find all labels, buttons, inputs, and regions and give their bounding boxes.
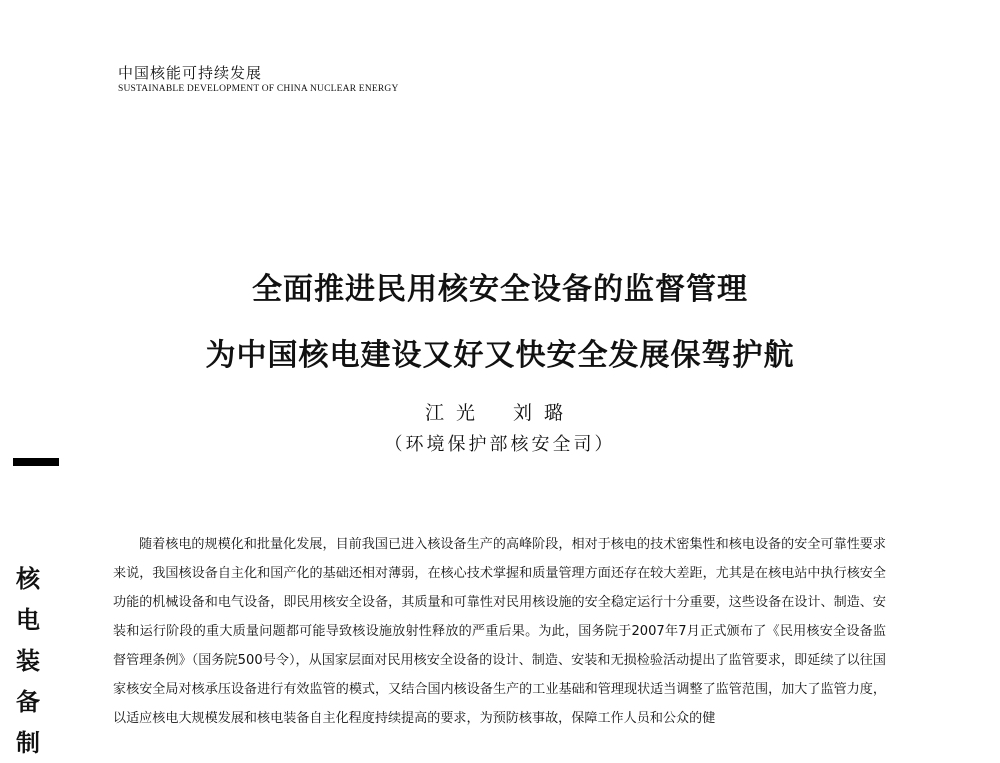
section-side-label: [16, 558, 56, 763]
side-label-char: 装: [16, 646, 40, 675]
side-label-char: 备: [16, 687, 40, 716]
author-name: 刘璐: [513, 402, 576, 424]
author-name: 江光: [424, 402, 487, 424]
article-title-line-1: 全面推进民用核安全设备的监督管理: [252, 272, 748, 307]
journal-title-cn: 中国核能可持续发展: [118, 64, 263, 82]
author-list: [0, 398, 1000, 425]
body-paragraph: 随着核电的规模化和批量化发展，目前我国已进入核设备生产的高峰阶段，相对于核电的技术密集性和核电设备的安全可靠性要求来说，我国核设备自主化和国产化的基础还相对薄弱，在核心技术掌握和质量管理方面还存在较大差距，尤其是在核电站中执行核安全功能的机械设备和电气设备，即民用核安全设备，其质量和可靠性对民用核设施的安全稳定运行十分重要，这些设备在设计、制造、安装和运行阶段的重大质量问题都可能导致核设施放射性释放的严重后果。为此，国务院于2007年7月正式颁布了《民用核安全设备监督管理条例》（国务院500号令），从国家层面对民用核安全设备的设计、制造、安装和无损检验活动提出了监管要求，即延续了以往国家核安全局对核承压设备进行有效监管的模式，又结合国内核设备生产的工业基础和管理现状适当调整了监管范围，加大了监管力度，以适应核电大规模发展和核电装备自主化程度持续提高的要求，为预防核事故，保障工作人员和公众的健: [113, 537, 886, 726]
section-marker-bar: [13, 458, 59, 466]
journal-title-en: SUSTAINABLE DEVELOPMENT OF CHINA NUCLEAR ENERGY: [118, 84, 399, 94]
side-label-char: 电: [16, 605, 40, 634]
side-label-char: 制: [16, 728, 40, 757]
side-label-char: 核: [16, 564, 40, 593]
author-affiliation: （环境保护部核安全司）: [384, 434, 616, 455]
article-title-line-2: 为中国核电建设又好又快安全发展保驾护航: [205, 338, 795, 373]
